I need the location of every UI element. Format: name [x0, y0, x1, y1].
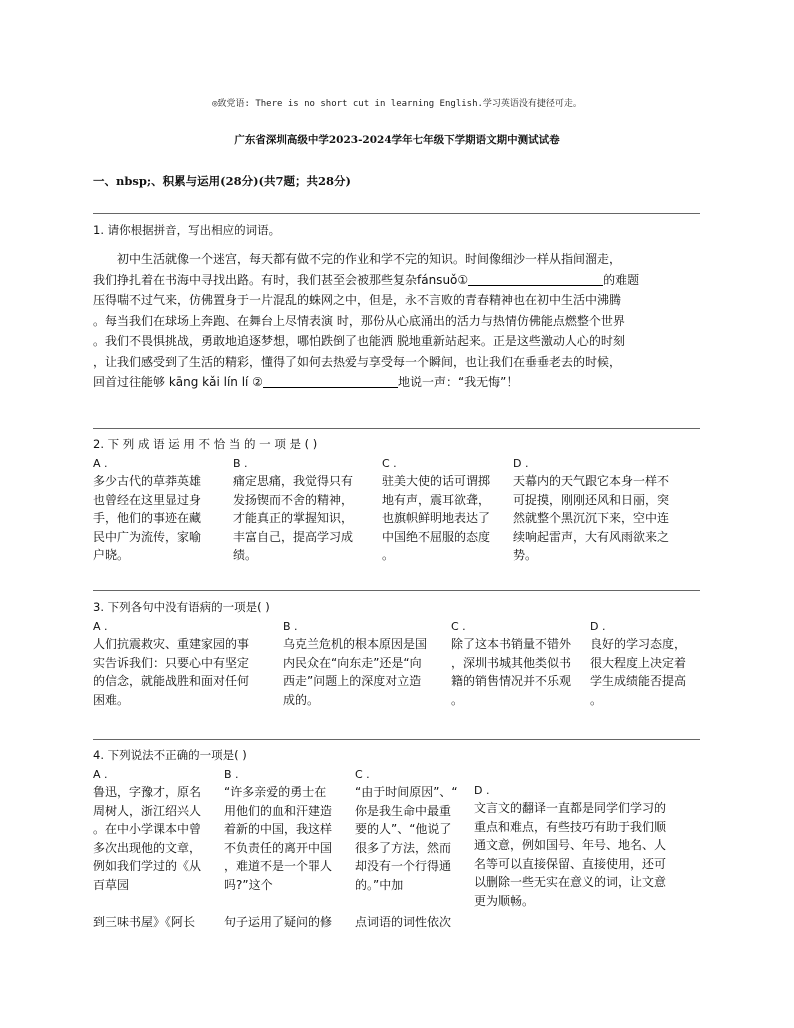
option-b[interactable]	[233, 456, 353, 565]
option-text: 地有声，震耳欲聋，	[382, 492, 491, 507]
passage-line	[93, 270, 700, 291]
option-a[interactable]	[93, 767, 201, 931]
option-text: ，深圳书城其他类似书	[451, 655, 572, 670]
answer-blank-2[interactable]	[263, 374, 398, 388]
option-text: 用他们的血和汗建造	[224, 803, 333, 818]
option-text: 鲁迅，字豫才，原名	[93, 785, 202, 799]
option-text: 文言文的翻译一直都是同学们学习的	[474, 801, 667, 815]
option-text: 吗?”这个	[224, 877, 273, 892]
passage-text: 回首过往能够 kāng kǎi lín lí ②	[93, 375, 263, 389]
option-text	[93, 894, 201, 913]
option-text: 天幕内的天气跟它本身一样不	[513, 474, 670, 488]
question-1-prompt: 1. 请你根据拼音，写出相应的词语。	[93, 223, 281, 237]
option-text: 很多了方法，然而	[355, 840, 452, 855]
option-text: 。	[451, 692, 464, 707]
option-letter: D .	[474, 784, 490, 797]
exam-title: 广东省深圳高级中学2023-2024学年七年级下学期语文期中测试试卷	[234, 134, 560, 146]
passage-line	[93, 372, 700, 393]
option-text: ，难道不是一个罪人	[224, 859, 333, 873]
option-text: 多次出现他的文章，	[93, 840, 202, 855]
option-text: 多少古代的草莽英雄	[93, 474, 202, 488]
option-text: 驻美大使的话可谓掷	[382, 474, 491, 488]
option-text: 丰富自己，提高学习成	[233, 529, 354, 544]
option-text: 学生成绩能否提高	[590, 674, 687, 688]
option-text: 绩。	[233, 548, 258, 562]
option-b[interactable]	[283, 619, 427, 709]
question-3-prompt: 3. 下列各句中没有语病的一项是( )	[93, 600, 270, 614]
option-c[interactable]	[451, 619, 571, 709]
option-text: 却没有一个行得通	[355, 859, 452, 873]
option-a[interactable]	[93, 619, 249, 709]
option-text: 名等可以直接保留、直接使用，还可	[474, 856, 667, 871]
option-a[interactable]	[93, 456, 201, 565]
option-text: 续响起雷声，大有风雨欲来之	[513, 529, 670, 544]
section-heading: 一、nbsp;、积累与运用(28分)(共7题；共28分)	[93, 174, 351, 188]
question-divider	[93, 739, 700, 740]
option-text: 更为顺畅。	[474, 893, 535, 908]
option-letter: A .	[93, 457, 108, 470]
option-text: 。	[382, 548, 395, 562]
option-text: 户晓。	[93, 548, 130, 562]
option-text: 不负责任的离开中国	[224, 840, 333, 855]
answer-blank-1[interactable]	[468, 272, 603, 286]
option-text: 重点和难点，有些技巧有助于我们顺	[474, 819, 667, 834]
option-letter: C .	[355, 768, 370, 781]
option-d[interactable]	[590, 619, 686, 709]
option-letter: D .	[513, 457, 529, 470]
option-text: 可捉摸，刚刚还风和日丽，突	[513, 492, 670, 507]
option-text: 乌克兰危机的根本原因是国	[283, 637, 428, 651]
option-text: 通文意，例如国号、年号、地名、人	[474, 838, 667, 852]
option-text: 成的。	[283, 692, 320, 707]
option-c[interactable]	[355, 767, 458, 931]
option-text: 的。”中加	[355, 877, 404, 892]
option-text: 发扬锲而不舍的精神，	[233, 492, 354, 507]
passage-text: 我们挣扎着在书海中寻找出路。有时，我们甚至会被那些复杂fánsuǒ①	[93, 272, 469, 287]
option-text	[224, 894, 332, 913]
option-text: 例如我们学过的《从	[93, 859, 202, 873]
option-text: 除了这本书销量不错外	[451, 637, 572, 651]
option-letter: D .	[590, 620, 606, 633]
option-text: 以删除一些无实在意义的词，让文意	[474, 875, 667, 889]
passage-text: 的难题	[603, 272, 640, 287]
option-text: 要的人”、“他说了	[355, 822, 452, 836]
option-text: 的信念，就能战胜和面对任何	[93, 674, 250, 688]
option-text: 到三味书屋》《阿长	[93, 914, 196, 929]
passage-text: 地说一声：“我无悔”！	[397, 375, 519, 389]
question-4-prompt: 4. 下列说法不正确的一项是( )	[93, 748, 247, 762]
passage-line: 压得喘不过气来，仿佛置身于一片混乱的蛛网之中，但是，永不言败的青春精神也在初中生活中沸腾	[93, 293, 622, 307]
option-letter: C .	[382, 457, 397, 470]
option-text: 民中广为流传，家喻	[93, 529, 202, 544]
option-text: 百草园	[93, 877, 130, 892]
option-text: 很大程度上决定着	[590, 655, 687, 670]
option-text: 。	[590, 692, 603, 707]
option-text: 着新的中国，我这样	[224, 822, 333, 836]
option-text: “许多亲爱的勇士在	[224, 785, 327, 799]
option-text: 然就整个黑沉沉下来，空中连	[513, 511, 670, 525]
option-letter: C .	[451, 620, 466, 633]
option-text: 中国绝不屈服的态度	[382, 529, 491, 544]
option-letter: A .	[93, 620, 108, 633]
option-text: 痛定思痛，我觉得只有	[233, 474, 354, 488]
question-divider	[93, 213, 700, 214]
option-text: 籍的销售情况并不乐观	[451, 674, 572, 688]
option-text: 你是我生命中最重	[355, 803, 452, 818]
option-text: 人们抗震救灾、重建家园的事	[93, 637, 250, 651]
question-divider	[93, 590, 700, 591]
passage-line: ，让我们感受到了生活的精彩，懂得了如何去热爱与享受每一个瞬间，也让我们在垂垂老去的时候，	[93, 354, 622, 369]
option-letter: A .	[93, 768, 108, 781]
option-text: 周树人，浙江绍兴人	[93, 803, 202, 818]
option-text: 困难。	[93, 692, 130, 707]
option-d[interactable]	[513, 456, 669, 565]
passage-line: 。每当我们在球场上奔跑、在舞台上尽情表演 时，那份从心底涌出的活力与热情仿佛能点燃整个世界	[93, 313, 625, 328]
option-text: 手，他们的事迹在藏	[93, 511, 202, 525]
option-text: 也旗帜鲜明地表达了	[382, 511, 491, 525]
option-letter: B .	[233, 457, 248, 470]
passage-line: 初中生活就像一个迷宫，每天都有做不完的作业和学不完的知识。时间像细沙一样从指间溜走，	[117, 252, 622, 266]
option-text: 句子运用了疑问的修	[224, 914, 333, 929]
question-divider	[93, 428, 700, 429]
option-text: 西走”问题上的深度对立造	[283, 674, 422, 688]
option-text: 点词语的词性依次	[355, 914, 452, 929]
motto-header: ◎致党语: There is no short cut in learning English.学习英语没有捷径可走。	[212, 99, 582, 109]
option-text: “由于时间原因”、“	[355, 785, 458, 799]
option-text: 也曾经在这里显过身	[93, 492, 202, 507]
question-1-passage	[93, 249, 700, 393]
option-letter: B .	[224, 768, 239, 781]
question-2-prompt: 2. 下 列 成 语 运 用 不 恰 当 的 一 项 是 ( )	[93, 437, 318, 451]
option-text: 内民众在“向东走”还是“向	[283, 655, 422, 670]
passage-line: 。我们不畏惧挑战，勇敢地追逐梦想，哪怕跌倒了也能洒 脱地重新站起来。正是这些激动人心的时刻	[93, 334, 625, 348]
option-text: 实告诉我们：只要心中有坚定	[93, 655, 250, 670]
option-text: 势。	[513, 548, 538, 562]
option-d[interactable]	[474, 783, 666, 910]
option-c[interactable]	[382, 456, 490, 565]
option-b[interactable]	[224, 767, 332, 931]
option-letter: B .	[283, 620, 298, 633]
option-text: 。在中小学课本中曾	[93, 822, 202, 836]
option-text: 良好的学习态度，	[590, 637, 687, 651]
option-text: 才能真正的掌握知识，	[233, 511, 354, 525]
option-text	[355, 894, 458, 913]
